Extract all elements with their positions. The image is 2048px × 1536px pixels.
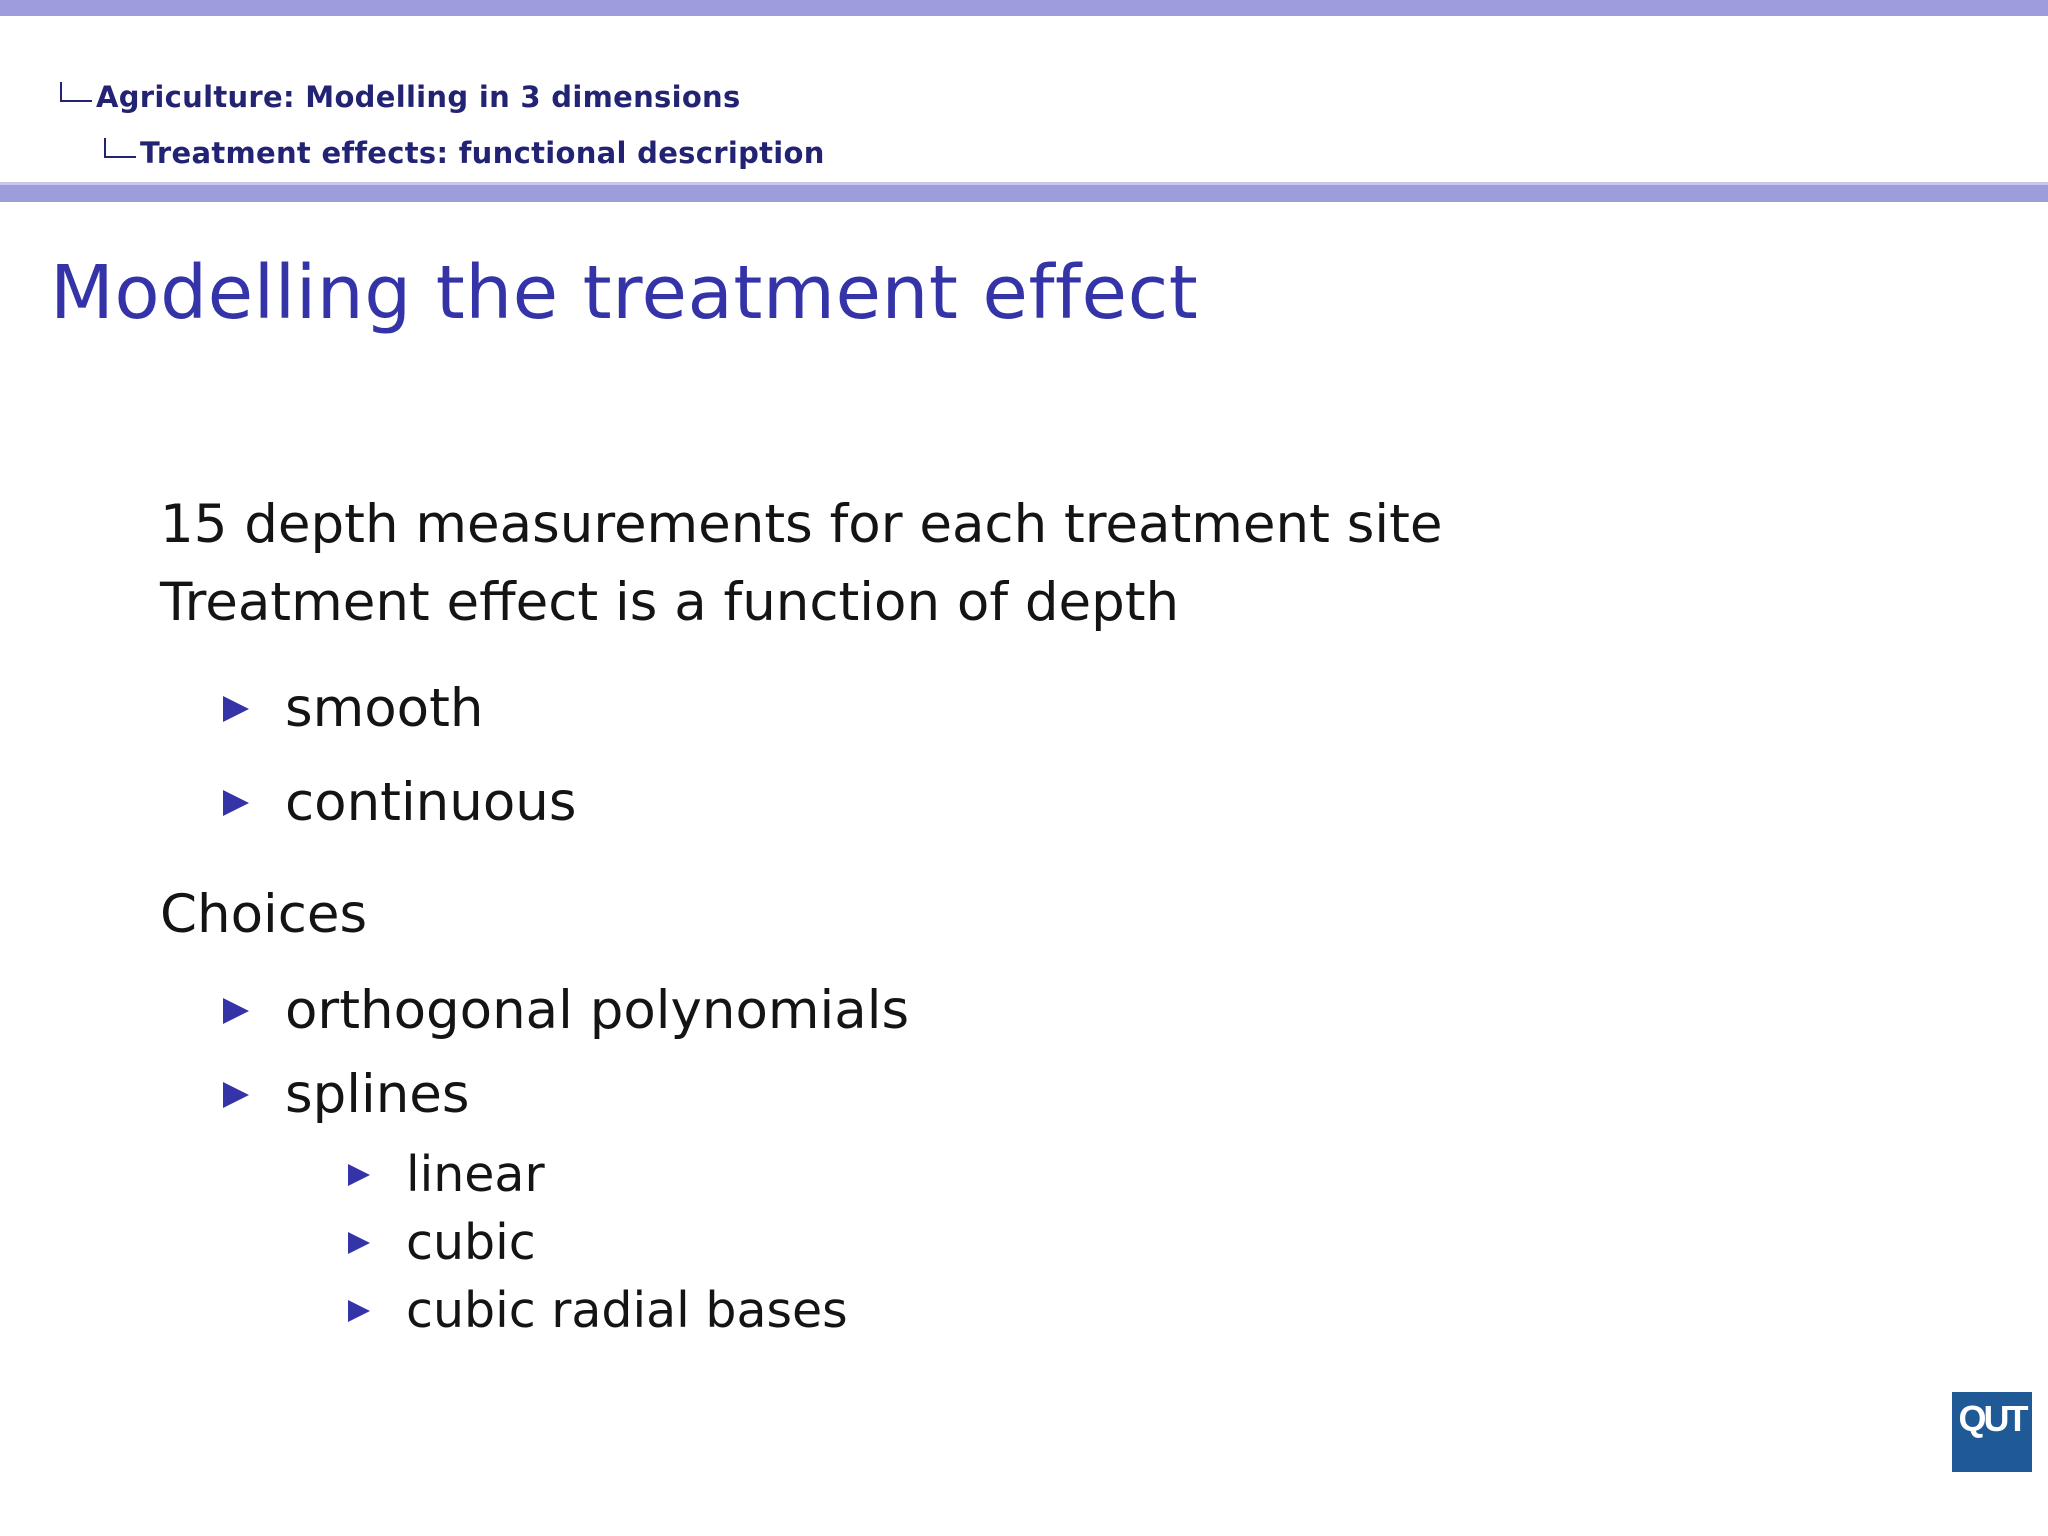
sublist-item-cubic-radial-bases <box>348 1282 848 1339</box>
slide-title: Modelling the treatment effect <box>50 250 1199 336</box>
header-bottom-bar <box>0 185 2048 202</box>
body-line-measurements: 15 depth measurements for each treatment site <box>160 494 1443 555</box>
triangle-bullet-icon <box>348 1300 370 1322</box>
triangle-bullet-icon <box>223 1082 249 1108</box>
list-item-orthogonal-polynomials <box>223 980 909 1041</box>
breadcrumb-subsection[interactable]: Treatment effects: functional description <box>140 136 825 170</box>
triangle-bullet-icon <box>223 998 249 1024</box>
sublist-item-cubic <box>348 1214 536 1271</box>
header-top-bar <box>0 0 2048 16</box>
triangle-bullet-icon <box>223 790 249 816</box>
list-item-continuous <box>223 772 576 833</box>
qut-logo-text: QUT <box>1958 1398 2026 1439</box>
list-item-smooth <box>223 678 483 739</box>
sublist-item-label: cubic radial bases <box>406 1282 848 1339</box>
triangle-bullet-icon <box>348 1164 370 1186</box>
crumb-connector-icon <box>60 82 92 102</box>
triangle-bullet-icon <box>223 696 249 722</box>
qut-logo <box>1952 1392 2032 1472</box>
sublist-item-linear <box>348 1146 545 1203</box>
list-item-splines <box>223 1064 470 1125</box>
breadcrumb-section[interactable]: Agriculture: Modelling in 3 dimensions <box>96 80 741 114</box>
list-item-label: orthogonal polynomials <box>285 980 910 1041</box>
sublist-item-label: cubic <box>406 1214 536 1271</box>
sublist-item-label: linear <box>406 1146 545 1203</box>
crumb-connector-icon <box>104 138 136 158</box>
choices-heading: Choices <box>160 884 368 945</box>
list-item-label: continuous <box>285 772 577 833</box>
body-line-function: Treatment effect is a function of depth <box>160 572 1180 633</box>
triangle-bullet-icon <box>348 1232 370 1254</box>
list-item-label: smooth <box>285 678 484 739</box>
list-item-label: splines <box>285 1064 470 1125</box>
